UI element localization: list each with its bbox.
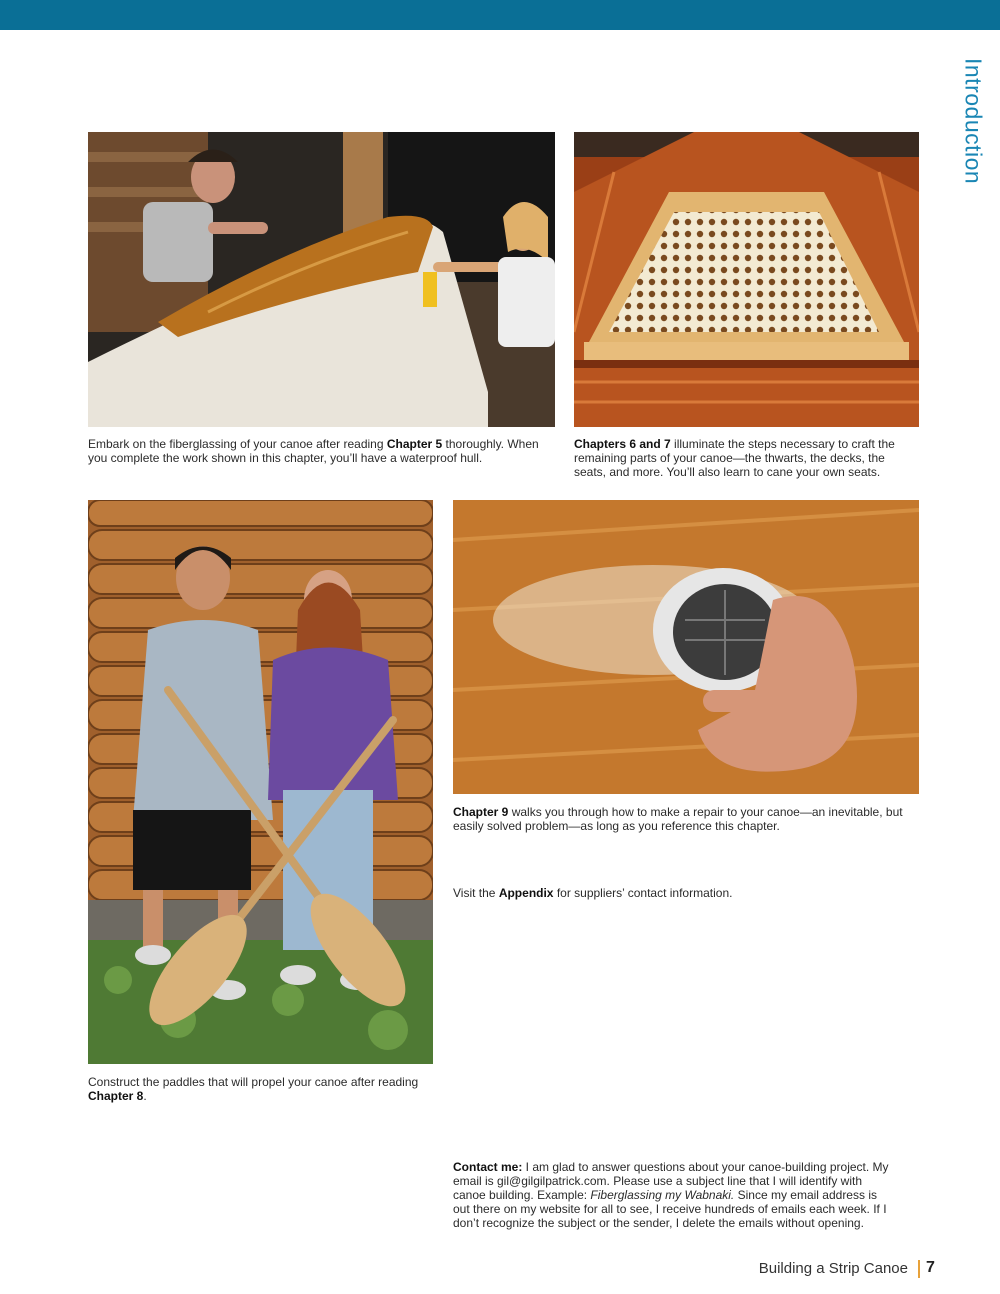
chapter-reference: Chapter 5: [386, 437, 443, 451]
appendix-reference: Appendix: [498, 886, 554, 900]
caption-text: walks you through how to make a repair to your canoe—an inevitable, but easily solved problem—as long as you reference this chapter.: [453, 805, 903, 833]
section-tab: [948, 58, 998, 188]
fiberglassing-photo: [88, 132, 555, 427]
cane-seat-photo: [574, 132, 919, 427]
caption-text: I am glad to answer questions about your canoe-building project. My email is gil@gilgilpatrick.com. Please use a subject line that I will identify with canoe building. Example:: [453, 1160, 889, 1202]
example-subject: Fiberglassing my Wabnaki.: [590, 1188, 735, 1202]
footer-divider: [918, 1260, 920, 1278]
caption-text: .: [143, 1089, 147, 1103]
page-number: 7: [926, 1259, 935, 1276]
header-bar: [0, 0, 1000, 30]
repair-caption: [453, 805, 903, 833]
paddles-couple-photo: [88, 500, 433, 1064]
paddles-caption: [88, 1075, 433, 1103]
caption-text: illuminate the steps necessary to craft the remaining parts of your canoe—the thwarts, the decks, the seats, and more. You’ll also learn to cane your own seats.: [574, 437, 895, 479]
caption-text: Embark on the fiberglassing of your canoe after reading: [88, 437, 387, 451]
caption-text: for suppliers’ contact information.: [553, 886, 733, 900]
appendix-note: [453, 886, 903, 900]
sanding-repair-photo: [453, 500, 919, 794]
footer-book-title: Building a Strip Canoe: [758, 1260, 908, 1277]
contact-heading: Contact me:: [453, 1160, 523, 1174]
caption-text: Since my email address is out there on my website for all to see, I receive hundreds of emails each week. If I don’t recognize the subject or the sender, I delete the emails without opening.: [453, 1188, 887, 1230]
caption-text: Visit the: [453, 886, 499, 900]
caption-text: thoroughly. When you complete the work shown in this chapter, you’ll have a waterproof hull.: [88, 437, 539, 465]
chapter-reference: Chapter 9: [453, 805, 509, 819]
contact-note: [453, 1160, 893, 1230]
section-tab-label: Introduction: [960, 58, 987, 185]
chapter-reference: Chapters 6 and 7: [574, 437, 671, 451]
cane-seat-caption: [574, 437, 919, 479]
chapter-reference: Chapter 8: [88, 1089, 144, 1103]
caption-text: Construct the paddles that will propel your canoe after reading: [88, 1075, 419, 1089]
fiberglassing-caption: [88, 437, 558, 465]
